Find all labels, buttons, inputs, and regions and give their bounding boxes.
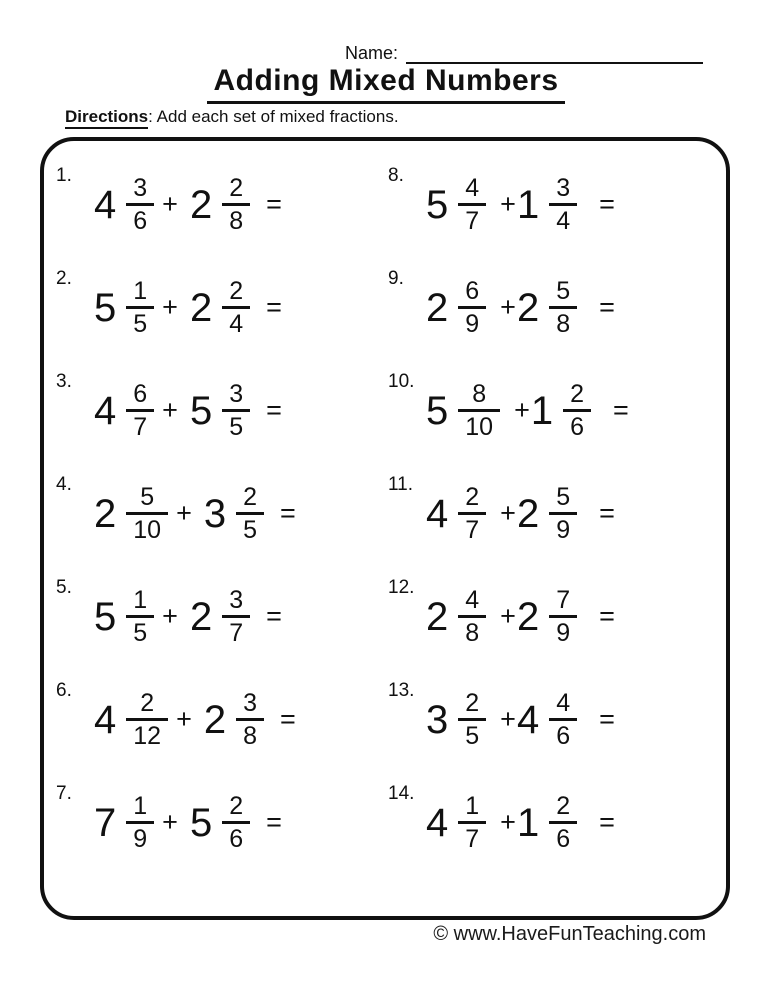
problem-13 [386, 668, 718, 771]
whole-number-2: 2 [189, 182, 213, 227]
fraction-2-denominator: 8 [243, 722, 257, 750]
equals-sign: = [599, 189, 615, 219]
fraction-1 [458, 381, 500, 441]
whole-number-2: 4 [516, 697, 540, 742]
problem-1 [54, 153, 386, 256]
name-label: Name: [345, 43, 399, 63]
equals-sign: = [266, 189, 282, 219]
whole-number-1: 5 [94, 594, 117, 639]
fraction-2-numerator: 3 [556, 173, 571, 202]
equals-sign: = [599, 292, 615, 322]
fraction-1 [126, 484, 168, 544]
fraction-2-numerator: 5 [556, 276, 571, 305]
directions [65, 107, 399, 127]
problem-14 [386, 771, 718, 874]
equals-sign: = [613, 395, 629, 425]
equals-sign: = [280, 498, 296, 528]
fraction-2-denominator: 4 [556, 207, 571, 235]
fraction-1-numerator: 6 [133, 379, 148, 408]
fraction-2-numerator: 3 [229, 379, 244, 408]
fraction-1-numerator: 8 [472, 379, 487, 408]
whole-number-1: 2 [426, 285, 449, 330]
equals-sign: = [599, 601, 615, 631]
problem-number: 5. [56, 577, 72, 598]
fraction-2-denominator: 8 [229, 207, 244, 235]
problem-11 [386, 462, 718, 565]
plus-operator: + [500, 498, 516, 528]
fraction-1-numerator: 3 [133, 173, 148, 202]
whole-number-1: 5 [426, 182, 449, 227]
plus-operator: + [176, 498, 192, 528]
directions-text: : Add each set of mixed fractions. [148, 107, 399, 126]
whole-number-1: 4 [94, 697, 117, 742]
fraction-2 [549, 175, 577, 235]
fraction-1-denominator: 8 [465, 619, 480, 647]
fraction-1-denominator: 5 [133, 619, 148, 647]
problem-8 [386, 153, 718, 256]
whole-number-2: 1 [530, 388, 554, 433]
fraction-1 [126, 690, 168, 750]
problem-10 [386, 359, 718, 462]
whole-number-2: 2 [516, 285, 540, 330]
fraction-1-denominator: 7 [133, 413, 148, 441]
fraction-1-denominator: 12 [133, 722, 162, 750]
problem-number: 6. [56, 680, 72, 701]
plus-operator: + [500, 704, 516, 734]
problem-number: 7. [56, 783, 72, 804]
fraction-2-numerator: 2 [229, 173, 244, 202]
plus-operator: + [162, 807, 178, 837]
equals-sign: = [599, 704, 615, 734]
fraction-1 [458, 278, 486, 338]
whole-number-1: 2 [94, 491, 117, 536]
problem-number: 14. [388, 783, 415, 804]
fraction-2 [563, 381, 591, 441]
whole-number-1: 4 [426, 800, 449, 845]
fraction-2-denominator: 9 [556, 516, 571, 544]
whole-number-2: 2 [516, 594, 540, 639]
equals-sign: = [266, 292, 282, 322]
fraction-2-numerator: 4 [556, 688, 571, 717]
fraction-1-denominator: 9 [465, 310, 480, 338]
fraction-2 [222, 381, 250, 441]
fraction-2-denominator: 5 [243, 516, 257, 544]
fraction-1 [458, 690, 486, 750]
equals-sign: = [266, 807, 282, 837]
whole-number-2: 2 [189, 594, 213, 639]
fraction-2-denominator: 8 [556, 310, 571, 338]
fraction-2 [236, 484, 264, 544]
whole-number-2: 2 [516, 491, 540, 536]
fraction-2 [549, 587, 577, 647]
fraction-1-denominator: 6 [133, 207, 148, 235]
fraction-2-denominator: 6 [556, 722, 571, 750]
fraction-1-numerator: 1 [133, 791, 148, 820]
whole-number-2: 5 [189, 800, 213, 845]
title-wrap [0, 64, 772, 104]
whole-number-2: 1 [516, 182, 540, 227]
fraction-2-denominator: 5 [229, 413, 244, 441]
whole-number-1: 4 [94, 388, 117, 433]
whole-number-1: 7 [94, 800, 117, 845]
fraction-2-numerator: 2 [570, 379, 584, 408]
fraction-1-numerator: 1 [133, 276, 148, 305]
whole-number-2: 5 [189, 388, 213, 433]
fraction-1 [126, 381, 154, 441]
fraction-1 [126, 278, 154, 338]
plus-operator: + [500, 189, 516, 219]
fraction-1 [458, 793, 486, 853]
fraction-1-numerator: 6 [465, 276, 480, 305]
fraction-2 [236, 690, 264, 750]
fraction-2-numerator: 3 [243, 688, 257, 717]
fraction-1-denominator: 10 [133, 516, 162, 544]
fraction-1 [126, 793, 154, 853]
fraction-1-numerator: 2 [140, 688, 155, 717]
fraction-2-denominator: 4 [229, 310, 244, 338]
fraction-1-numerator: 2 [465, 688, 480, 717]
plus-operator: + [500, 292, 516, 322]
equals-sign: = [599, 807, 615, 837]
problem-number: 12. [388, 577, 415, 598]
fraction-2 [222, 175, 250, 235]
fraction-1-numerator: 5 [140, 482, 155, 511]
fraction-1 [458, 175, 486, 235]
fraction-1-denominator: 5 [133, 310, 148, 338]
plus-operator: + [162, 601, 178, 631]
plus-operator: + [176, 704, 192, 734]
fraction-2 [549, 484, 577, 544]
equals-sign: = [599, 498, 615, 528]
fraction-2-numerator: 2 [229, 276, 244, 305]
problem-2 [54, 256, 386, 359]
name-blank-line [406, 46, 703, 64]
plus-operator: + [162, 395, 178, 425]
whole-number-1: 3 [426, 697, 449, 742]
fraction-1-denominator: 5 [465, 722, 480, 750]
plus-operator: + [500, 807, 516, 837]
plus-operator: + [514, 395, 530, 425]
problem-number: 4. [56, 474, 72, 495]
fraction-2-numerator: 5 [556, 482, 571, 511]
fraction-1 [126, 175, 154, 235]
fraction-1 [458, 484, 486, 544]
whole-number-1: 5 [426, 388, 449, 433]
problems-container [40, 137, 730, 920]
problem-12 [386, 565, 718, 668]
fraction-1 [458, 587, 486, 647]
fraction-2-numerator: 2 [556, 791, 571, 820]
equals-sign: = [280, 704, 296, 734]
problem-number: 8. [388, 165, 404, 186]
problem-number: 9. [388, 268, 404, 289]
fraction-1-numerator: 4 [465, 173, 480, 202]
equals-sign: = [266, 395, 282, 425]
fraction-2 [222, 278, 250, 338]
whole-number-1: 4 [426, 491, 449, 536]
plus-operator: + [162, 292, 178, 322]
fraction-2 [549, 690, 577, 750]
directions-label: Directions [65, 107, 148, 129]
whole-number-2: 2 [189, 285, 213, 330]
fraction-2-denominator: 6 [229, 825, 244, 853]
plus-operator: + [500, 601, 516, 631]
fraction-1-numerator: 1 [465, 791, 480, 820]
whole-number-1: 2 [426, 594, 449, 639]
whole-number-1: 5 [94, 285, 117, 330]
whole-number-1: 4 [94, 182, 117, 227]
whole-number-2: 3 [203, 491, 227, 536]
equals-sign: = [266, 601, 282, 631]
plus-operator: + [162, 189, 178, 219]
fraction-1-denominator: 7 [465, 825, 480, 853]
fraction-1-denominator: 7 [465, 516, 480, 544]
problem-number: 10. [388, 371, 415, 392]
fraction-2-denominator: 7 [229, 619, 244, 647]
fraction-1-numerator: 1 [133, 585, 148, 614]
fraction-1-numerator: 4 [465, 585, 480, 614]
problem-number: 3. [56, 371, 72, 392]
problem-4 [54, 462, 386, 565]
fraction-2-numerator: 7 [556, 585, 571, 614]
fraction-2 [222, 587, 250, 647]
page-title: Adding Mixed Numbers [207, 64, 564, 104]
problem-9 [386, 256, 718, 359]
name-row [345, 44, 703, 64]
fraction-2-numerator: 2 [243, 482, 257, 511]
fraction-2-numerator: 3 [229, 585, 244, 614]
fraction-1-denominator: 9 [133, 825, 148, 853]
problem-number: 1. [56, 165, 72, 186]
fraction-1-denominator: 10 [465, 413, 494, 441]
footer-copyright: © www.HaveFunTeaching.com [433, 923, 706, 945]
problem-number: 2. [56, 268, 72, 289]
fraction-2 [549, 278, 577, 338]
problem-number: 13. [388, 680, 415, 701]
fraction-2-denominator: 9 [556, 619, 571, 647]
fraction-2-denominator: 6 [570, 413, 584, 441]
whole-number-2: 2 [203, 697, 227, 742]
fraction-2 [222, 793, 250, 853]
fraction-2-denominator: 6 [556, 825, 571, 853]
fraction-2-numerator: 2 [229, 791, 244, 820]
fraction-1 [126, 587, 154, 647]
problem-number: 11. [388, 474, 414, 495]
problem-6 [54, 668, 386, 771]
problem-3 [54, 359, 386, 462]
fraction-1-numerator: 2 [465, 482, 480, 511]
fraction-2 [549, 793, 577, 853]
fraction-1-denominator: 7 [465, 207, 480, 235]
problem-5 [54, 565, 386, 668]
problem-7 [54, 771, 386, 874]
whole-number-2: 1 [516, 800, 540, 845]
